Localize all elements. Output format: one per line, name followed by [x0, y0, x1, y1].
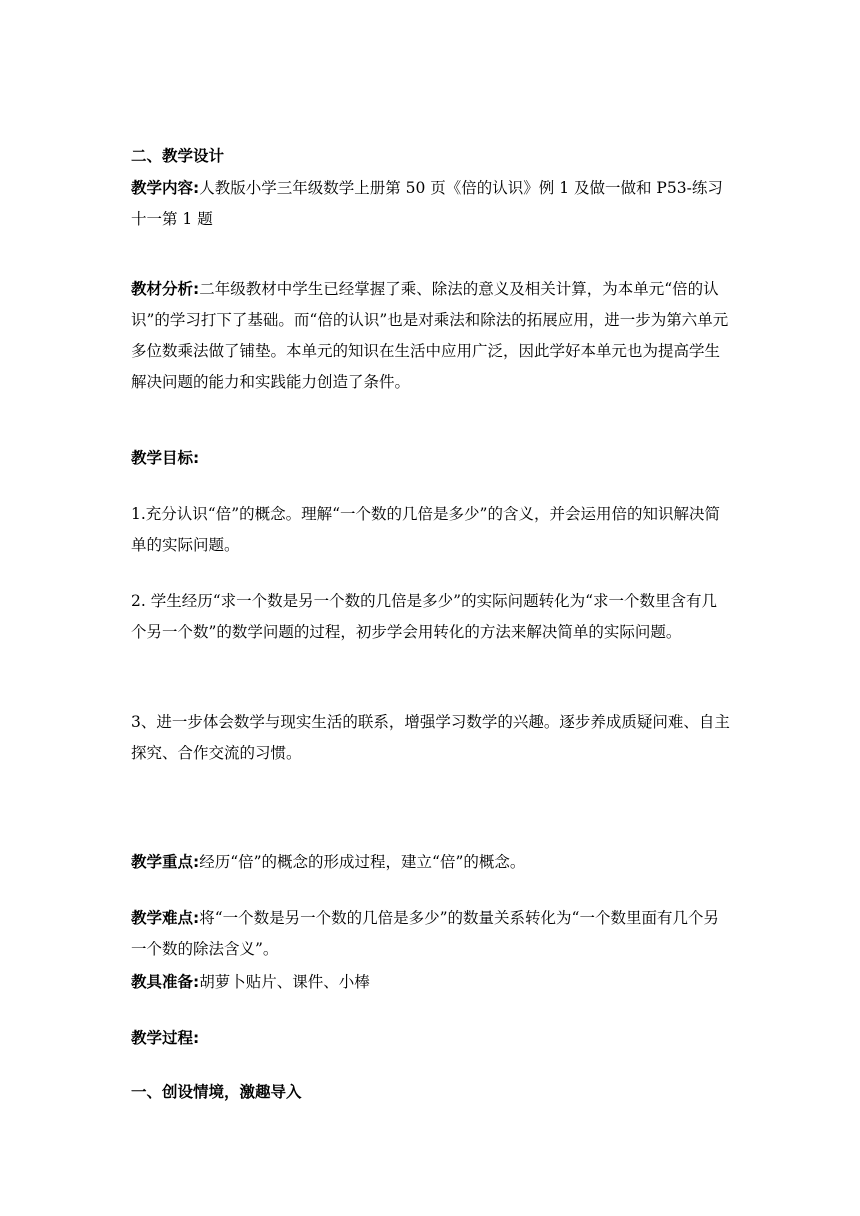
key-point-label: 教学重点: — [131, 853, 200, 871]
teaching-content-paragraph — [131, 173, 731, 235]
key-point-paragraph — [131, 847, 731, 878]
materials-text: 胡萝卜贴片、课件、小棒 — [199, 973, 370, 991]
material-analysis-paragraph — [131, 274, 731, 398]
objective-item-1: 1.充分认识“倍”的概念。理解“一个数的几倍是多少”的含义，并会运用倍的知识解决简单的实际问题。 — [131, 505, 720, 554]
difficulty-paragraph — [131, 903, 731, 965]
difficulty-label: 教学难点: — [131, 909, 200, 927]
teaching-process-label: 教学过程: — [131, 1029, 200, 1047]
material-analysis-label: 教材分析: — [131, 280, 200, 298]
objective-item-2: 2. 学生经历“求一个数是另一个数的几倍是多少”的实际问题转化为“求一个数里含有几个另一个数”的数学问题的过程，初步学会用转化的方法来解决简单的实际问题。 — [131, 592, 717, 641]
key-point-text: 经历“倍”的概念的形成过程，建立“倍”的概念。 — [199, 853, 526, 871]
materials-label: 教具准备: — [131, 973, 200, 991]
teaching-content-text: 人教版小学三年级数学上册第 50 页《倍的认识》例 1 及做一做和 P53-练习十一第 1 题 — [131, 179, 723, 228]
objective-item-3: 3、进一步体会数学与现实生活的联系，增强学习数学的兴趣。逐步养成质疑问难、自主探究、合作交流的习惯。 — [131, 713, 730, 762]
teaching-content-label: 教学内容: — [131, 179, 200, 197]
material-analysis-text: 二年级教材中学生已经掌握了乘、除法的意义及相关计算，为本单元“倍的认识”的学习打下了基础。而“倍的认识”也是对乘法和除法的拓展应用，进一步为第六单元多位数乘法做了铺垫。本单元的知识在生活中应用广泛，因此学好本单元也为提高学生解决问题的能力和实践能力创造了条件。 — [131, 280, 729, 391]
section-title: 二、教学设计 — [131, 147, 225, 165]
teaching-objectives-label: 教学目标: — [131, 449, 200, 467]
difficulty-text: 将“一个数是另一个数的几倍是多少”的数量关系转化为“一个数里面有几个另一个数的除法含义”。 — [131, 909, 719, 958]
materials-paragraph — [131, 967, 731, 998]
step-1-title: 一、创设情境，激趣导入 — [131, 1083, 302, 1101]
